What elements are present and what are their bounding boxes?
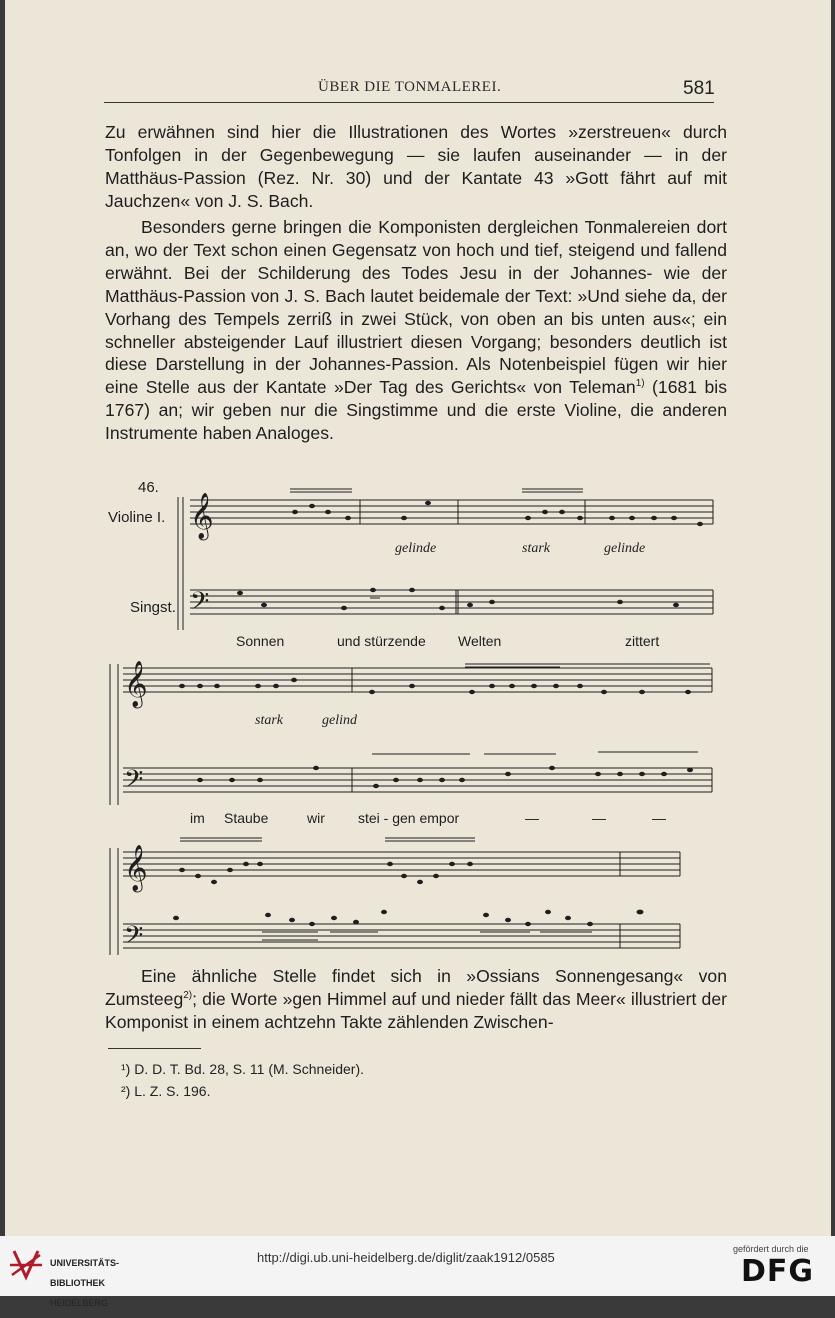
dynamic-stark-1: stark (522, 541, 550, 556)
permalink-url[interactable]: http://digi.ub.uni-heidelberg.de/diglit/zaak1912/0585 (257, 1250, 555, 1265)
lyric-dash-1: — (525, 810, 539, 826)
lyric-wir: wir (307, 810, 325, 826)
footnote-ref-2: 2) (183, 990, 193, 1002)
dynamic-gelinde-2: gelinde (604, 541, 646, 556)
library-name-line-1: UNIVERSITÄTS- (50, 1258, 120, 1268)
funded-by-label: gefördert durch die (733, 1244, 809, 1254)
lyric-dash-2: — (592, 810, 606, 826)
lyric-und-stuerzende: und stürzende (337, 633, 426, 649)
dynamic-gelind: gelind (322, 713, 357, 728)
treble-clef-1: 𝄞 (190, 493, 214, 538)
footnote-1: ¹) D. D. T. Bd. 28, S. 11 (M. Schneider). (121, 1061, 365, 1077)
treble-clef-2: 𝄞 (124, 661, 148, 706)
page-number: 581 (683, 78, 715, 99)
lyric-welten: Welten (458, 633, 502, 649)
bass-clef-2: 𝄢 (124, 766, 144, 799)
running-header: ÜBER DIE TONMALEREI. (318, 79, 502, 95)
bass-clef-3: 𝄢 (124, 922, 144, 955)
paragraph-3 (105, 965, 727, 1034)
example-number: 46. (138, 479, 159, 496)
lyric-im: im (190, 810, 205, 826)
dynamic-gelinde-1: gelinde (395, 541, 437, 556)
instrument-voice: Singst. (130, 599, 176, 616)
dfg-logo[interactable]: DFG (741, 1254, 815, 1289)
paragraph-2 (105, 216, 727, 445)
treble-clef-3: 𝄞 (124, 845, 148, 890)
footnote-rule (108, 1048, 201, 1049)
lyric-staube: Staube (224, 810, 269, 826)
library-logo-icon (8, 1245, 44, 1285)
library-name-line-3: HEIDELBERG (50, 1298, 109, 1308)
dynamic-stark-2: stark (255, 713, 283, 728)
library-name (50, 1248, 119, 1318)
bass-clef-1: 𝄢 (190, 588, 210, 621)
footnote-ref-1: 1) (635, 378, 645, 390)
viewer-footer (0, 1236, 835, 1308)
paragraph-3-text: Eine ähnliche Stelle findet sich in »Ossians Sonnengesang« von Zumsteeg (105, 966, 727, 1009)
paragraph-2-text: Besonders gerne bringen die Komponisten dergleichen Tonmalereien dort an, wo der Text schon einen Gegensatz von hoch und tief, steigend und fallend erwähnt. Bei der Schilderung des Todes Jesu in der Johannes- wie der Matthäus-Passion von J. S. Bach lautet beidemale der Text: »Und siehe da, der Vorhang des Tempels zerriß in zwei Stück, von oben an bis unten aus«; ein schneller absteigender Lauf illustriert diesen Vorgang; besonders deutlich ist diese Darstellung in der Johannes-Passion. Als Notenbeispiel fügen wir hier eine Stelle aus der Kantate »Der Tag des Gerichts« von Teleman (105, 217, 727, 398)
lyric-dash-3: — (652, 810, 666, 826)
paragraph-3-tail: ; die Worte »gen Himmel auf und nieder fällt das Meer« illustriert der Komponist in einem achtzehn Takte zählenden Zwischen- (105, 988, 727, 1032)
instrument-violin: Violine I. (108, 509, 166, 526)
paragraph-1: Zu erwähnen sind hier die Illustrationen des Wortes »zerstreuen« durch Tonfolgen in der Gegenbewegung — sie laufen auseinander — in der Matthäus-Passion (Rez. Nr. 30) und der Kantate 43 »Gott fährt auf mit Jauchzen« von J. S. Bach. (105, 122, 727, 211)
footnote-2: ²) L. Z. S. 196. (121, 1083, 211, 1099)
noteheads (173, 501, 703, 926)
library-name-line-2: BIBLIOTHEK (50, 1278, 105, 1288)
music-example (0, 478, 835, 958)
lyric-sonnen: Sonnen (236, 633, 285, 649)
paragraph-2-tail: (1681 bis 1767) an; wir geben nur die Singstimme und die erste Violine, die anderen Instrumente haben Analoges. (105, 377, 727, 444)
lyric-steigen-empor: stei - gen empor (358, 810, 460, 826)
header-rule (104, 102, 714, 103)
lyric-zittert: zittert (625, 633, 660, 649)
